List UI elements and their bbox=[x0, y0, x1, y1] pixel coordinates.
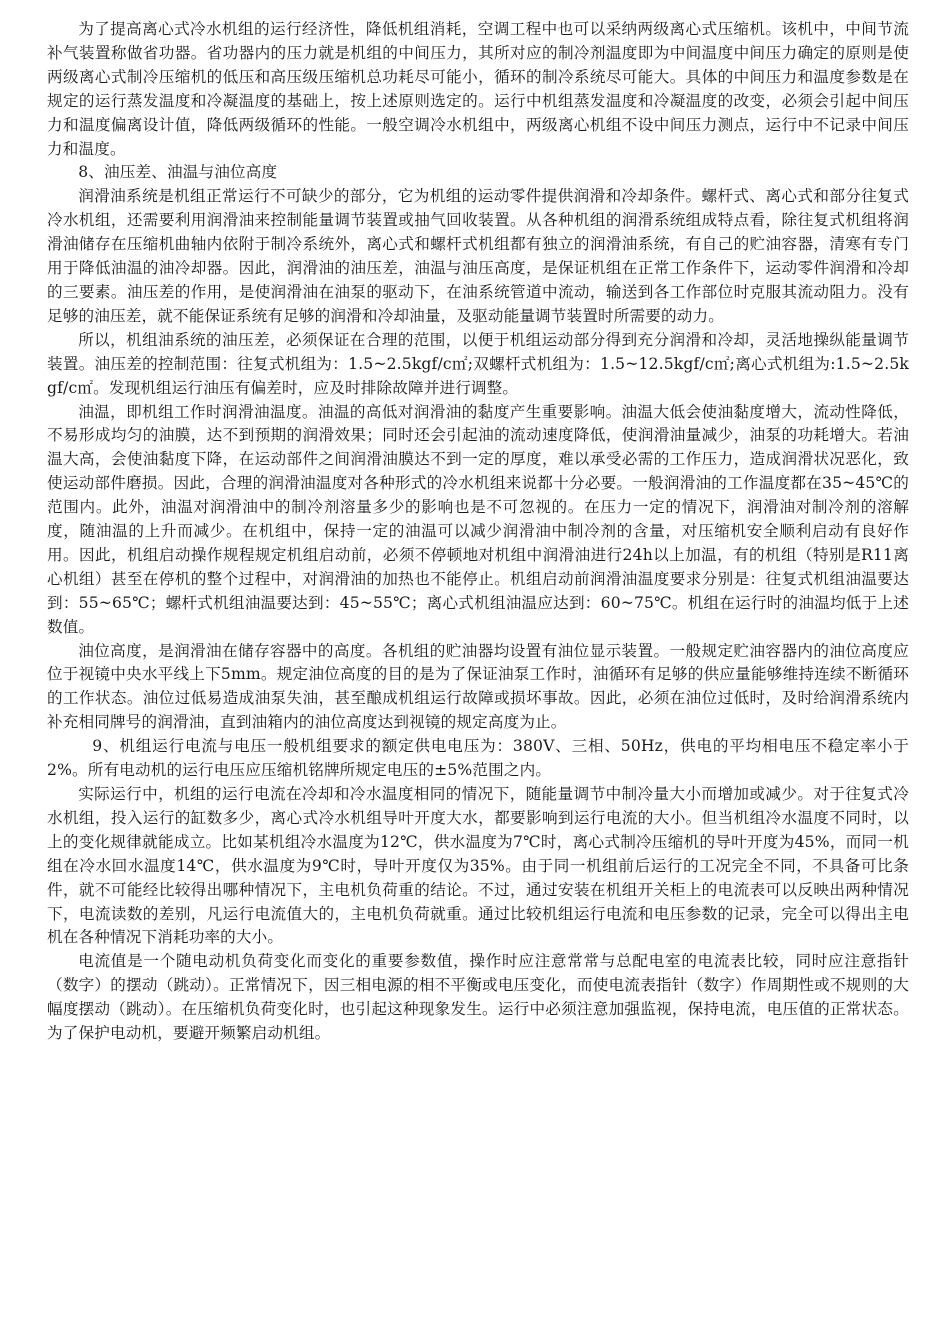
section-heading-oil-pressure: 8、油压差、油温与油位高度 bbox=[78, 163, 278, 182]
section-heading-current-voltage: 9、机组运行电流与电压一般机组要求的额定供电电压为：380V、三相、50Hz，供电的平均相电压不稳定率小于2%。所有电动机的运行电压应压缩机铭牌所规定电压的±5%范围之内。 bbox=[47, 737, 909, 780]
paragraph-current-monitoring: 电流值是一个随电动机负荷变化而变化的重要参数值，操作时应注意常常与总配电室的电流表比较，同时应注意指针（数字）的摆动（跳动）。正常情况下，因三相电源的相不平衡或电压变化，而使电流表指针（数字）作周期性或不规则的大幅度摆动（跳动）。在压缩机负荷变化时，也引起这种现象发生。运行中必须注意加强监视，保持电流，电压值的正常状态。为了保护电动机，要避开频繁启动机组。 bbox=[47, 952, 909, 1043]
paragraph-two-stage-compressor: 为了提高离心式冷水机组的运行经济性，降低机组消耗，空调工程中也可以采纳两级离心式压缩机。该机中，中间节流补气装置称做省功器。省功器内的压力就是机组的中间压力，其所对应的制冷剂温度即为中间温度中间压力确定的原则是使两级离心式制冷压缩机的低压和高压级压缩机总功耗尽可能小，循环的制冷系统尽可能大。具体的中间压力和温度参数是在规定的运行蒸发温度和冷凝温度的基础上，按上述原则选定的。运行中机组蒸发温度和冷凝温度的改变，必须会引起中间压力和温度偏离设计值，降低两级循环的性能。一般空调冷水机组中，两级离心机组不设中间压力测点，运行中不记录中间压力和温度。 bbox=[47, 20, 909, 158]
paragraph-oil-pressure-range: 所以，机组油系统的油压差，必须保证在合理的范围，以便于机组运动部分得到充分润滑和冷却，灵活地操纵能量调节装置。油压差的控制范围：往复式机组为：1.5~2.5kgf/c㎡;双螺杆式机组为：1.5~12.5kgf/c㎡;离心式机组为:1.5~2.5kgf/c㎡。发现机组运行油压有偏差时，应及时排除故障并进行调整。 bbox=[47, 330, 909, 397]
paragraph-operating-current: 实际运行中，机组的运行电流在冷却和冷水温度相同的情况下，随能量调节中制冷量大小而增加或减少。对于往复式冷水机组，投入运行的缸数多少，离心式冷水机组导叶开度大水，都要影响到运行电流的大小。但当机组冷水温度不同时，以上的变化规律就能成立。比如某机组冷水温度为12℃，供水温度为7℃时，离心式制冷压缩机的导叶开度为45%，而同一机组在冷水回水温度14℃，供水温度为9℃时，导叶开度仅为35%。由于同一机组前后运行的工况完全不同，不具备可比条件，就不可能经比较得出哪种情况下，主电机负荷重的结论。不过，通过安装在机组开关柜上的电流表可以反映出两种情况下，电流读数的差别，凡运行电流值大的，主电机负荷就重。通过比较机组运行电流和电压参数的记录，完全可以得出主电机在各种情况下消耗功率的大小。 bbox=[47, 785, 909, 947]
paragraph-oil-temperature: 油温，即机组工作时润滑油温度。油温的高低对润滑油的黏度产生重要影响。油温大低会使油黏度增大，流动性降低，不易形成均匀的油膜，达不到预期的润滑效果；同时还会引起油的流动速度降低，使润滑油量减少，油泵的功耗增大。若油温大高，会使油黏度下降，在运动部件之间润滑油膜达不到一定的厚度，难以承受必需的工作压力，造成润滑状况恶化，致使运动部件磨损。因此，合理的润滑油温度对各种形式的冷水机组来说都十分必要。一般润滑油的工作温度都在35~45℃的范围内。此外，油温对润滑油中的制冷剂溶量多少的影响也是不可忽视的。在压力一定的情况下，润滑油对制冷剂的溶解度，随油温的上升而减少。在机组中，保持一定的油温可以减少润滑油中制冷剂的含量，对压缩机安全顺利启动有良好作用。因此，机组启动操作规程规定机组启动前，必须不停顿地对机组中润滑油进行24h以上加温，有的机组（特别是R11离心机组）甚至在停机的整个过程中，对润滑油的加热也不能停止。机组启动前润滑油温度要求分别是：往复式机组油温要达到：55~65℃；螺杆式机组油温要达到：45~55℃；离心式机组油温应达到：60~75℃。机组在运行时的油温均低于上述数值。 bbox=[47, 402, 909, 636]
paragraph-lubrication-system: 润滑油系统是机组正常运行不可缺少的部分，它为机组的运动零件提供润滑和冷却条件。螺杆式、离心式和部分往复式冷水机组，还需要利用润滑油来控制能量调节装置或抽气回收装置。从各种机组的润滑系统组成特点看，除往复式机组将润滑油储存在压缩机曲轴内依附于制冷系统外，离心式和螺杆式机组都有独立的润滑油系统，有自己的贮油容器，清寒有专门用于降低油温的油冷却器。因此，润滑油的油压差，油温与油压高度，是保证机组在正常工作条件下，运动零件润滑和冷却的三要素。油压差的作用，是使润滑油在油泵的驱动下，在油系统管道中流动，输送到各工作部位时克服其流动阻力。没有足够的油压差，就不能保证系统有足够的润滑和冷却油量，及驱动能量调节装置时所需要的动力。 bbox=[47, 187, 909, 325]
paragraph-oil-level: 油位高度，是润滑油在储存容器中的高度。各机组的贮油器均设置有油位显示装置。一般规定贮油容器内的油位高度应位于视镜中央水平线上下5mm。规定油位高度的目的是为了保证油泵工作时，油循环有足够的供应量能够维持连续不断循环的工作状态。油位过低易造成油泵失油，甚至酿成机组运行故障或损坏事故。因此，必须在油位过低时，及时给润滑系统内补充相同牌号的润滑油，直到油箱内的油位高度达到视镜的规定高度为止。 bbox=[47, 641, 909, 732]
document-body bbox=[47, 18, 909, 1046]
